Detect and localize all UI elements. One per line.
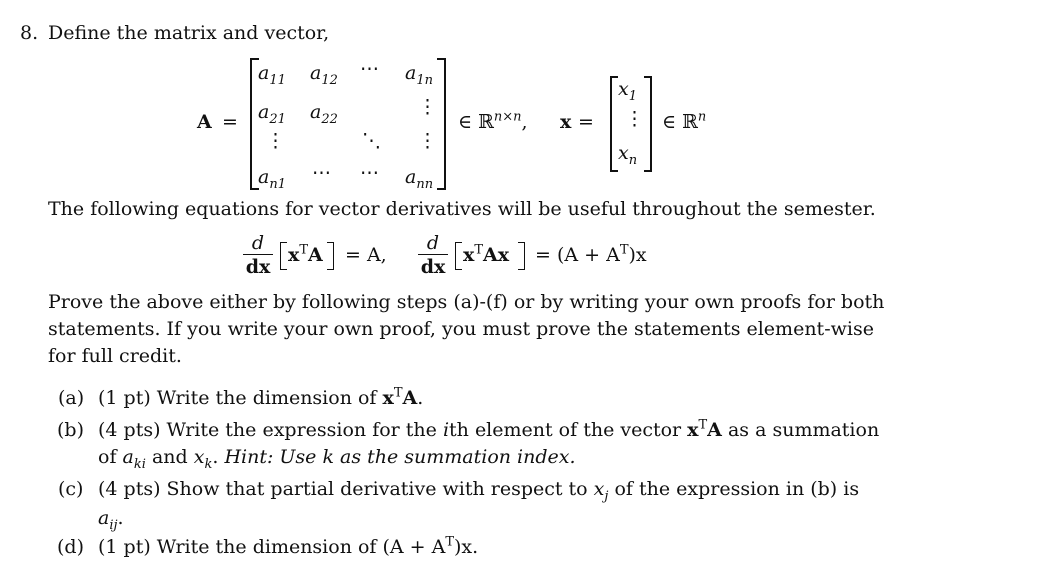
- vector-vdots: ⋮: [625, 108, 644, 130]
- matrix-right-bracket: [437, 58, 446, 190]
- item-a-text: (1 pt) Write the dimension of $x^TA$.: [98, 385, 424, 409]
- matrix-hdots: ⋯: [360, 162, 379, 184]
- eq2-expr: $x^TAx$: [463, 242, 510, 266]
- derivative-fraction-2: $\frac{d}{dx}$: [418, 232, 448, 278]
- eq2-right-bracket: [518, 242, 525, 270]
- item-c-label: (c): [58, 478, 84, 500]
- matrix-vdots: ⋮: [418, 96, 437, 118]
- vector-right-bracket: [644, 76, 652, 172]
- eq1-expr: $x^TA$: [288, 242, 323, 266]
- matrix-membership: ∈ ℝ$^{n\times n}$,: [458, 109, 528, 133]
- matrix-vdots: ⋮: [266, 130, 285, 152]
- matrix-equals: =: [222, 111, 238, 133]
- item-b-text: (4 pts) Write the expression for the ith element of the vector $x^TA$ as a summation: [98, 417, 880, 441]
- derivative-fraction-1: $\frac{d}{dx}$: [243, 232, 273, 278]
- matrix-entry-a22: $a_{22}$: [310, 101, 338, 127]
- item-c-text: (4 pts) Show that partial derivative with respect to $x_j$ of the expression in (b) is: [98, 478, 860, 504]
- eq2-rhs: = $(A + A^T)x$: [535, 242, 647, 266]
- vector-entry-xn: $x_n$: [618, 142, 638, 168]
- item-c-text-line2: $a_{ij}$.: [98, 507, 124, 533]
- prove-line-1: Prove the above either by following steps (a)-(f) or by writing your own proofs for both: [48, 291, 885, 313]
- vector-equals: =: [578, 111, 594, 133]
- eq2-left-bracket: [455, 242, 462, 270]
- matrix-ddots: ⋱: [362, 130, 381, 152]
- intro-text: The following equations for vector derivatives will be useful throughout the semester.: [48, 198, 876, 220]
- matrix-entry-a11: $a_{11}$: [258, 62, 286, 88]
- eq1-left-bracket: [280, 242, 287, 270]
- prove-line-3: for full credit.: [48, 345, 182, 367]
- vector-left-bracket: [610, 76, 618, 172]
- vector-entry-x1: $x_1$: [618, 78, 637, 104]
- matrix-entry-ann: $a_{nn}$: [405, 166, 434, 192]
- item-b-text-line2: of $a_{ki}$ and $x_k$. Hint: Use k as the summation index.: [98, 446, 576, 472]
- matrix-entry-a12: $a_{12}$: [310, 62, 338, 88]
- matrix-vdots: ⋮: [418, 130, 437, 152]
- vector-membership: ∈ ℝ$^n$: [662, 109, 707, 133]
- matrix-hdots: ⋯: [360, 58, 379, 80]
- matrix-symbol: A: [197, 111, 212, 133]
- matrix-entry-a21: $a_{21}$: [258, 101, 286, 127]
- matrix-entry-a1n: $a_{1n}$: [405, 62, 433, 88]
- matrix-hdots: ⋯: [312, 162, 331, 184]
- prove-line-2: statements. If you write your own proof, you must prove the statements element-wise: [48, 318, 874, 340]
- matrix-entry-an1: $a_{n1}$: [258, 166, 286, 192]
- item-d-label: (d): [57, 536, 84, 558]
- item-b-label: (b): [57, 419, 84, 441]
- item-d-text: (1 pt) Write the dimension of $(A + A^T)x$.: [98, 534, 479, 558]
- eq1-right-bracket: [327, 242, 334, 270]
- problem-number: 8.: [20, 22, 39, 44]
- eq1-rhs: = A,: [345, 244, 387, 266]
- item-a-label: (a): [58, 387, 85, 409]
- problem-title: Define the matrix and vector,: [48, 22, 330, 44]
- vector-symbol: x: [560, 111, 572, 133]
